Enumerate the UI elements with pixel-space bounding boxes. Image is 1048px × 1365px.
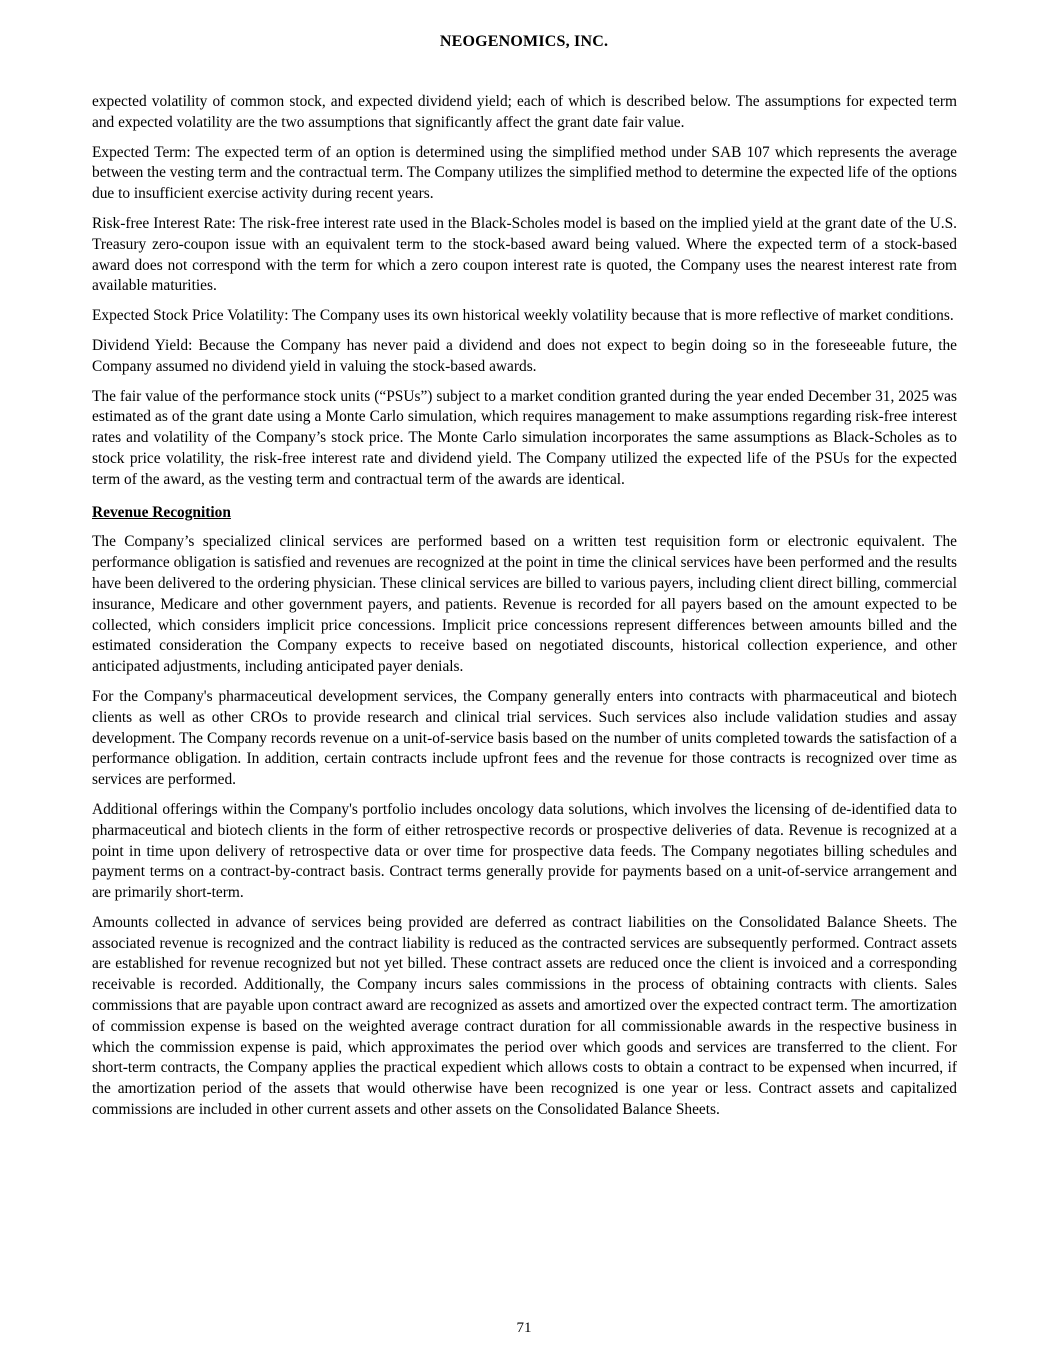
paragraph-oncology-data-solutions: Additional offerings within the Company's portfolio includes oncology data solutions, which involves the licensing of de-identified data to pharmaceutical and biotech clients in the form of either retrospective records or prospective deliveries of data. Revenue is recognized at a point in time upon delivery of retrospective data or over time for prospective data feeds. The Company negotiates billing schedules and payment terms on a contract-by-contract basis. Contract terms generally provide for payments based on a unit-of-service arrangement and are primarily short-term.: [92, 800, 957, 902]
page-number: 71: [516, 1320, 532, 1336]
section-heading-revenue-recognition: Revenue Recognition: [92, 503, 231, 521]
document-body: [92, 92, 957, 1121]
paragraph-expected-term: Expected Term: The expected term of an option is determined using the simplified method under SAB 107 which represents the average between the vesting term and the contractual term. The Company utilizes the simplified method to determine the expected life of the options due to insufficient exercise activity during recent years.: [92, 143, 957, 203]
paragraph-continuation: expected volatility of common stock, and expected dividend yield; each of which is described below. The assumptions for expected term and expected volatility are the two assumptions that significantly affect the grant date fair value.: [92, 93, 957, 131]
company-title: NEOGENOMICS, INC.: [439, 33, 609, 50]
paragraph-pharma-development-services: For the Company's pharmaceutical development services, the Company generally enters into contracts with pharmaceutical and biotech clients as well as other CROs to provide research and clinical trial services. Such services also include validation studies and assay development. The Company records revenue on a unit-of-service basis based on the number of units completed towards the satisfaction of a performance obligation. In addition, certain contracts include upfront fees and the revenue for those contracts is recognized over time as services are performed.: [92, 687, 957, 789]
paragraph-risk-free-interest-rate: Risk-free Interest Rate: The risk-free interest rate used in the Black-Scholes model is based on the implied yield at the grant date of the U.S. Treasury zero-coupon issue with an equivalent term to the stock-based award being valued. Where the expected term of a stock-based award does not correspond with the term for which a zero coupon interest rate is quoted, the Company uses the nearest interest rate from available maturities.: [92, 214, 957, 295]
paragraph-psu-fair-value: The fair value of the performance stock units (“PSUs”) subject to a market condition granted during the year ended December 31, 2025 was estimated as of the grant date using a Monte Carlo simulation, which requires management to make assumptions regarding risk-free interest rates and volatility of the Company’s stock price. The Monte Carlo simulation incorporates the same assumptions as Black-Scholes as to stock price volatility, the risk-free interest rate and dividend yield. The Company utilized the expected life of the PSUs for the expected term of the award, as the vesting term and contractual term of the awards are identical.: [92, 387, 957, 488]
paragraph-clinical-services: The Company’s specialized clinical services are performed based on a written test requisition form or electronic equivalent. The performance obligation is satisfied and revenues are recognized at the point in time the clinical services have been performed and the results have been delivered to the ordering physician. These clinical services are billed to various payers, including client direct billing, commercial insurance, Medicare and other government payers, and patients. Revenue is recorded for all payers based on the amount expected to be collected, which considers implicit price concessions. Implicit price concessions represent differences between amounts billed and the estimated consideration the Company expects to receive based on negotiated discounts, historical collection experience, and other anticipated adjustments, including anticipated payer denials.: [92, 533, 957, 676]
document-header: [0, 0, 1048, 51]
paragraph-dividend-yield: Dividend Yield: Because the Company has never paid a dividend and does not expect to begin doing so in the foreseeable future, the Company assumed no dividend yield in valuing the stock-based awards.: [92, 336, 957, 375]
page-footer: [0, 1320, 1048, 1337]
paragraph-expected-stock-price-volatility: Expected Stock Price Volatility: The Company uses its own historical weekly volatility because that is more reflective of market conditions.: [92, 307, 954, 325]
paragraph-contract-liabilities: Amounts collected in advance of services being provided are deferred as contract liabilities on the Consolidated Balance Sheets. The associated revenue is recognized and the contract liability is reduced as the contracted services are subsequently performed. Contract assets are established for revenue recognized but not yet billed. These contract assets are reduced once the client is invoiced and a corresponding receivable is recorded. Additionally, the Company incurs sales commissions in the process of obtaining contracts with clients. Sales commissions that are payable upon contract award are recognized as assets and amortized over the expected contract term. The amortization of commission expense is based on the weighted average contract duration for all commissionable awards in the respective business in which the commission expense is paid, which approximates the period over which goods and services are transferred to the client. For short-term contracts, the Company applies the practical expedient which allows costs to obtain a contract to be expensed when incurred, if the amortization period of the assets that would otherwise have been recognized is one year or less. Contract assets and capitalized commissions are included in other current assets and other assets on the Consolidated Balance Sheets.: [92, 913, 957, 1119]
